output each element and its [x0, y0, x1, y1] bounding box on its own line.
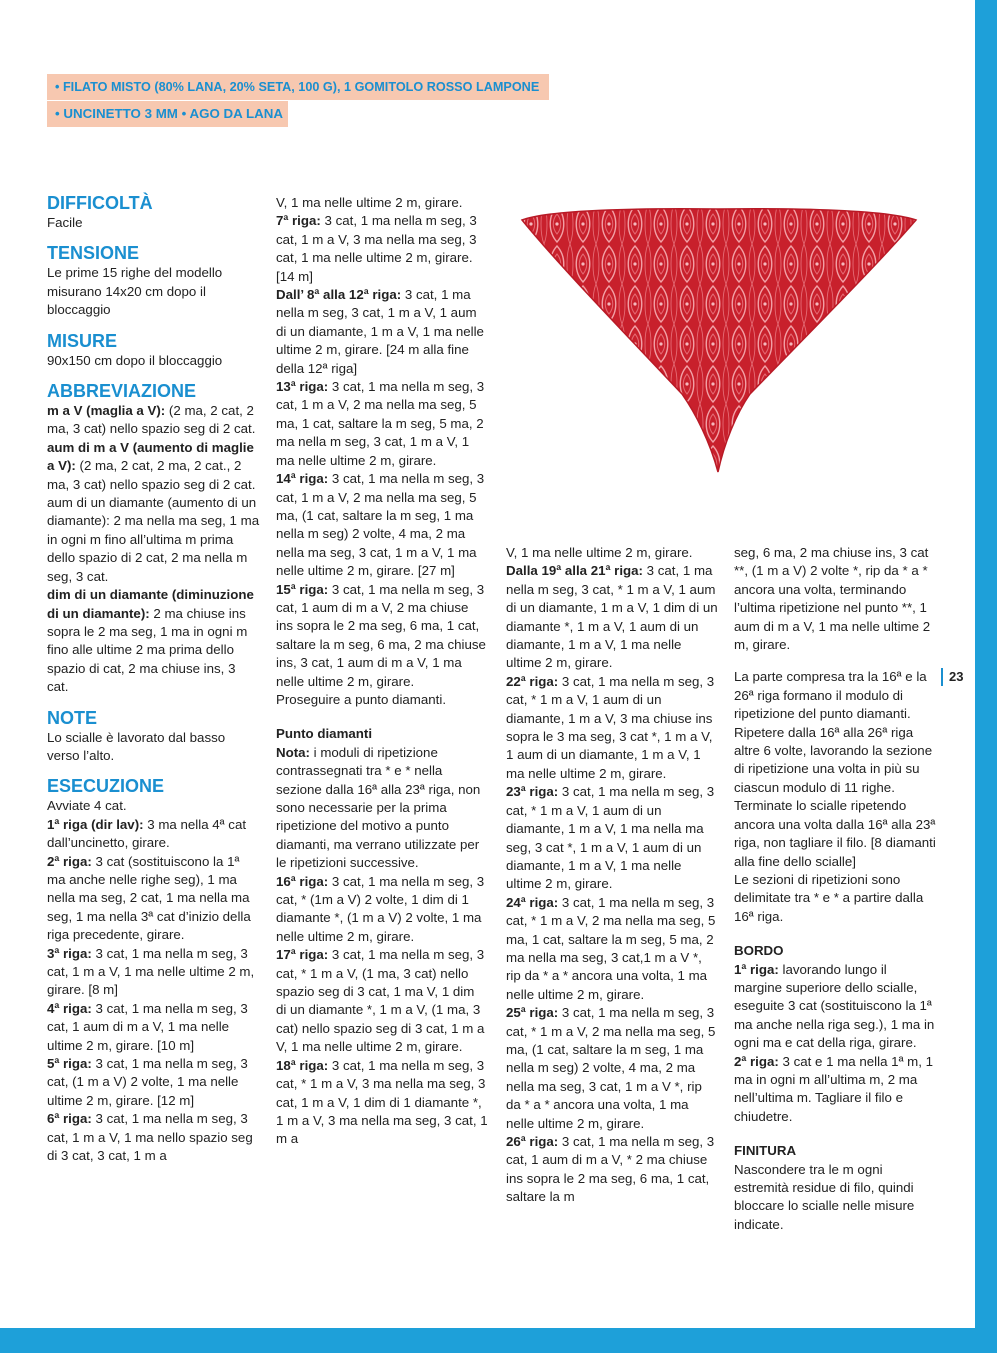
abbr-item: m a V (maglia a V): (2 ma, 2 cat, 2 ma, 3 cat) nello spazio seg di 2 cat. [47, 403, 256, 437]
row-instruction: 24ª riga: 3 cat, 1 ma nella m seg, 3 cat, * 1 m a V, 2 ma nella ma seg, 5 ma, 1 cat, saltare la m seg, 5 ma, 2 ma nella ma seg, 3 cat,1 m a V *, rip da * a * ancora una volta, 1 ma nelle ultime 2 m, girare. [506, 894, 716, 1002]
row-instruction: Dalla 19ª alla 21ª riga: 3 cat, 1 ma nella m seg, 3 cat, * 1 m a V, 1 aum di un diamante, 1 m a V, 1 dim di un diamante *, 1 m a V, 1 aum di un diamante, 1 m a V, 1 ma nelle ultime 2 m, girare. [506, 563, 718, 671]
row-instruction: Dall’ 8ª alla 12ª riga: 3 cat, 1 ma nella m seg, 3 cat, 1 m a V, 1 aum di un diamante, 1 m a V, 1 ma nelle ultime 2 m, girare. [24 m alla fine della 12ª riga] [276, 287, 484, 376]
heading-tensione: TENSIONE [47, 243, 140, 264]
row-instruction: 22ª riga: 3 cat, 1 ma nella m seg, 3 cat, * 1 m a V, 1 aum di un diamante, 1 m a V, 3 ma chiuse ins sopra le 3 ma seg, 3 cat *, 1 m a V, 1 aum di un diamante, 1 m a V, 1 ma nelle ultime 2 m, girare. [506, 673, 715, 781]
paragraph: Ripetere dalla 16ª alla 26ª riga altre 6 volte, lavorando la sezione di ripetizione una volta in più su ciascun modulo di 11 righe. Terminate lo scialle ripetendo ancora una volta dalla 16ª alla 23ª riga, non tagliare il filo. [8 diamanti alla fine dello scialle] [734, 724, 936, 869]
prose-text: Proseguire a punto diamanti. [276, 691, 447, 707]
difficolta-text: Facile [47, 215, 83, 230]
row-instruction: 3ª riga: 3 cat, 1 ma nella m seg, 3 cat, 1 m a V, 1 ma nelle ultime 2 m, girare. [8 m] [47, 945, 255, 998]
paragraph: Le sezioni di ripetizioni sono delimitate tra * e * a partire dalla 16ª riga. [734, 871, 924, 924]
row-instruction: 1ª riga (dir lav): 3 ma nella 4ª cat dall’uncinetto, girare. [47, 816, 247, 851]
nota-text: Nota: i moduli di ripetizione contrassegnati tra * e * nella sezione dalla 16ª alla 23ª riga, non sono necessarie per la prima ripetizione del motivo a punto diamanti, ma verrano utilizzate per le ripetizioni successive. [276, 744, 481, 871]
heading-note: NOTE [47, 707, 98, 728]
column-1 [47, 192, 260, 1165]
finitura-text: Nascondere tra le m ogni estremità residue di filo, quindi bloccare lo scialle nelle misure indicate. [734, 1161, 915, 1232]
materials-line-1: • FILATO MISTO (80% LANA, 20% SETA, 100 G), 1 GOMITOLO ROSSO LAMPONE [47, 74, 549, 100]
heading-punto-diamanti: Punto diamanti [276, 726, 373, 742]
column-2 [276, 194, 488, 1149]
abbr-item: aum di m a V (aumento di maglie a V): (2 ma, 2 cat, 2 ma, 2 cat., 2 ma, 3 cat) nello spazio seg di 2 cat. aum di un diamante (aumento di un diamante): 2 ma nella ma seg, 1 ma in ogni m fino all’ultima m prima dello spazio di 2 cat, 2 ma nella m seg, 3 cat. [47, 439, 260, 584]
row-instruction: 25ª riga: 3 cat, 1 ma nella m seg, 3 cat, * 1 m a V, 2 ma nella ma seg, 5 ma, (1 cat, saltare la m seg, 1 ma nella m seg) 2 volte, 4 ma, 2 ma nella ma seg, 3 cat, 1 m a V *, rip da * a * ancora una volta, 1 ma nelle ultime 2 m, girare. [506, 1005, 716, 1131]
shawl-shape [522, 209, 916, 472]
column-4 [734, 544, 938, 1234]
row-instruction: 17ª riga: 3 cat, 1 ma nella m seg, 3 cat, * 1 m a V, (1 ma, 3 cat) nello spazio seg di 3 cat, 1 ma V, 1 dim di un diamante *, 1 m a V, (1 ma, 3 cat) nello spazio seg di 3 cat, 1 m a V, 1 ma nelle ultime 2 m, girare. [276, 947, 485, 1055]
row-instruction: 5ª riga: 3 cat, 1 ma nella m seg, 3 cat, (1 m a V) 2 volte, 1 ma nelle ultime 2 m, girare. [12 m] [47, 1056, 248, 1108]
row-instruction: 2ª riga: 3 cat (sostituiscono la 1ª ma anche nelle righe seg), 1 ma nella ma seg, 2 cat, 1 ma nella ma seg, 1 ma nella 3ª cat d’inizio della riga precedente, girare. [47, 853, 251, 943]
shawl-photo [518, 204, 918, 476]
note-text: Lo scialle è lavorato dal basso verso l’alto. [47, 729, 226, 763]
row-instruction: 18ª riga: 3 cat, 1 ma nella m seg, 3 cat, * 1 m a V, 3 ma nella ma seg, 3 cat, 1 m a V, 1 dim di 1 diamante *, 1 m a V, 3 ma nella ma seg, 3 cat, 1 m a [276, 1057, 488, 1147]
row-instruction: 2ª riga: 3 cat e 1 ma nella 1ª m, 1 ma in ogni m all’ultima m, 2 ma nell’ultima m. Tagliare il filo e chiudetre. [734, 1053, 934, 1124]
abbr-item: dim di un diamante (diminuzione di un diamante): 2 ma chiuse ins sopra le 2 ma seg, 1 ma in ogni m fino alle ultime 2 ma prima dello spazio di cat, 2 ma chiuse ins, 3 cat. [47, 587, 254, 695]
heading-difficolta: DIFFICOLTÀ [47, 193, 153, 213]
row-instruction: 1ª riga: lavorando lungo il margine superiore dello scialle, eseguite 3 cat (sostituiscono la 1ª ma anche nella riga seg.), 1 ma in ogni ma e cat della riga, girare. [734, 961, 935, 1051]
row-instruction: 4ª riga: 3 cat, 1 ma nella m seg, 3 cat, 1 aum di m a V, 1 ma nelle ultime 2 m, girare. [10 m] [47, 1000, 248, 1053]
row-instruction: 15ª riga: 3 cat, 1 ma nella m seg, 3 cat, 1 aum di m a V, 2 ma chiuse ins sopra le 2 ma seg, 6 ma, 1 cat, saltare la m seg, 6 ma, 2 ma chiuse ins, 3 cat, 1 aum di m a V, 1 ma nelle ultime 2 m, girare. [276, 581, 486, 689]
continued-text: seg, 6 ma, 2 ma chiuse ins, 3 cat **, (1 m a V) 2 volte *, rip da * a * ancora una volta, terminando l’ultima ripetizione nel punto **, 1 aum di m a V, 1 ma nelle ultime 2 m, girare. [734, 545, 931, 653]
continued-text: V, 1 ma nelle ultime 2 m, girare. [276, 195, 463, 210]
row-instruction: 26ª riga: 3 cat, 1 ma nella m seg, 3 cat, 1 aum di m a V, * 2 ma chiuse ins sopra le 2 ma seg, 6 ma, 1 cat, saltare la m [506, 1134, 715, 1205]
heading-misure: MISURE [47, 330, 118, 351]
misure-text: 90x150 cm dopo il bloccaggio [47, 352, 223, 368]
row-instruction: 23ª riga: 3 cat, 1 ma nella m seg, 3 cat, * 1 m a V, 1 aum di un diamante, 1 m a V, 1 ma nella ma seg, 3 cat *, 1 m a V, 1 aum di un diamante, 1 m a V, 1 ma nelle ultime 2 m, girare. [506, 784, 715, 892]
row-instruction: 13ª riga: 3 cat, 1 ma nella m seg, 3 cat, 1 m a V, 2 ma nella ma seg, 5 ma, 1 cat, saltare la m seg, 5 ma, 2 ma nella m seg, 3 cat, 1 m a V, 1 ma nelle ultime 2 m, girare. [276, 379, 485, 468]
materials-line-2: • UNCINETTO 3 MM • AGO DA LANA [47, 101, 288, 127]
esecuzione-text: Avviate 4 cat. [47, 798, 127, 814]
page-number: 23 [941, 668, 963, 686]
row-instruction: 14ª riga: 3 cat, 1 ma nella m seg, 3 cat, 1 m a V, 2 ma nella ma seg, 5 ma, (1 cat, saltare la m seg, 1 ma nella m seg) 2 volte, 4 ma, 2 ma nella ma seg, 3 cat, 1 m a V, 1 ma nelle ultime 2 m, girare. [27 m] [276, 471, 485, 579]
paragraph: La parte compresa tra la 16ª e la 26ª riga formano il modulo di ripetizione del punto diamanti. [734, 669, 927, 722]
page-edge-band [975, 0, 997, 1353]
heading-abbreviazione: ABBREVIAZIONE [47, 381, 197, 402]
heading-bordo: BORDO [734, 943, 784, 959]
continued-text: V, 1 ma nelle ultime 2 m, girare. [506, 545, 693, 560]
page-bottom-band [0, 1328, 997, 1353]
row-instruction: 6ª riga: 3 cat, 1 ma nella m seg, 3 cat, 1 m a V, 1 ma nello spazio seg di 3 cat, 3 cat, 1 m a [47, 1111, 253, 1164]
heading-esecuzione: ESECUZIONE [47, 776, 165, 797]
tensione-text: Le prime 15 righe del modello misurano 14x20 cm dopo il bloccaggio [47, 265, 223, 318]
row-instruction: 16ª riga: 3 cat, 1 ma nella m seg, 3 cat, * (1m a V) 2 volte, 1 dim di 1 diamante *, (1 m a V) 2 volte, 1 ma nelle ultime 2 m, girare. [276, 873, 485, 944]
row-instruction: 7ª riga: 3 cat, 1 ma nella m seg, 3 cat, 1 m a V, 3 ma nella ma seg, 3 cat, 1 ma nelle ultime 2 m, girare. [14 m] [276, 213, 477, 284]
column-3 [506, 544, 718, 1207]
heading-finitura: FINITURA [734, 1143, 797, 1159]
